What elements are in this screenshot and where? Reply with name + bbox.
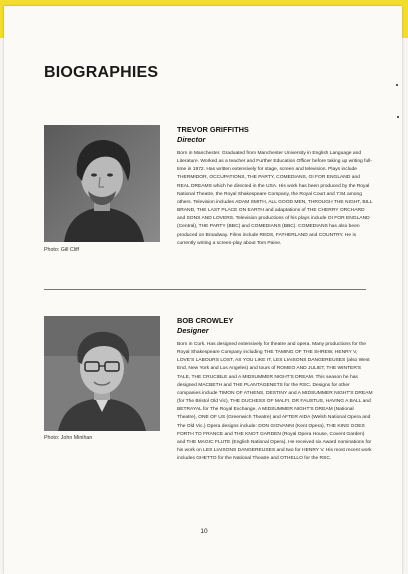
portrait-photo	[44, 125, 160, 242]
portrait-photo	[44, 316, 160, 431]
photo-credit: Photo: Gill Cliff	[44, 247, 79, 253]
portrait-image	[44, 316, 160, 431]
print-speck	[397, 116, 399, 118]
photo-credit: Photo: John Minihan	[44, 435, 93, 441]
page-title: BIOGRAPHIES	[44, 64, 159, 81]
person-role: Director	[177, 135, 206, 144]
biography-text: Born in Cork. Has designed extensively for theatre and opera. Many productions for the Royal Shakespeare Company including THE TAMING OF THE SHREW, HENRY V, LOVE'S LABOURS LOST, AS YOU LIKE IT, LES LIAISONS DANGEREUSES (also West End, New York and Los Angeles) and tours of ROMEO AND JULIET, THE WINTER'S TALE, THE CRUCIBLE and A MIDSUMMER NIGHT'S DREAM. This season he has designed MACBETH and THE PLANTAGENETS for the RSC. Designs for other companies include TIMON OF ATHENS, DESTINY and A MIDSUMMER NIGHT'S DREAM (for The Bristol Old Vic), THE DUCHESS OF MALFI, DR FAUSTUS, HAVING A BALL and BETRAYAL for The Royal Exchange, A MIDSUMMER NIGHT'S DREAM (National Theatre), ONE OF US (Greenwich Theatre) and AFTER AIDA (Welsh National Opera and The Old Vic.) Opera designs include: DON GIOVANNI (Kent Opera), THE KING GOES FORTH TO FRANCE and THE KNOT GARDEN (Royal Opera House, Covent Garden) and THE MAGIC FLUTE (English National Opera). He received six Award nominations for his work on LES LIAISONS DANGEREUSES and two for HENRY V. His most recent work includes GHETTO for the National Theatre and OTHELLO for the RSC.	[177, 342, 373, 462]
person-role: Designer	[177, 326, 209, 335]
biography-text: Born in Manchester. Graduated from Manchester University in English Language and Literature. Worked as a teacher and Further Education Officer before taking up writing full-time in 1972. Has written extensively for stage, screen and television. Plays include THERMIDOR, OCCUPATIONS, THE PARTY, COMEDIANS, OI FOR ENGLAND and REAL DREAMS which he directed in the USA. His work has been produced by the Royal National Theatre, the Royal Shakespeare Company, the Royal Court and 7:84 among others. Television includes ADAM SMITH, ALL GOOD MEN, THROUGH THE NIGHT, BILL BRAND, THE LAST PLACE ON EARTH and adaptations of THE CHERRY ORCHARD and SONS AND LOVERS. Television productions of his plays include OI FOR ENGLAND (Central), THE PARTY (BBC) and COMEDIANS (BBC). COMEDIANS has also been produced on Broadway. Films include REDS, FATHERLAND and COUNTRY. He is currently writing a screen-play about Tom Paine.	[177, 151, 373, 246]
section-divider	[44, 289, 366, 290]
person-name: TREVOR GRIFFITHS	[177, 125, 249, 134]
brochure-page	[4, 6, 402, 574]
page-number: 10	[200, 528, 208, 535]
print-speck	[396, 84, 398, 86]
portrait-image	[44, 125, 160, 242]
person-name: BOB CROWLEY	[177, 316, 234, 325]
